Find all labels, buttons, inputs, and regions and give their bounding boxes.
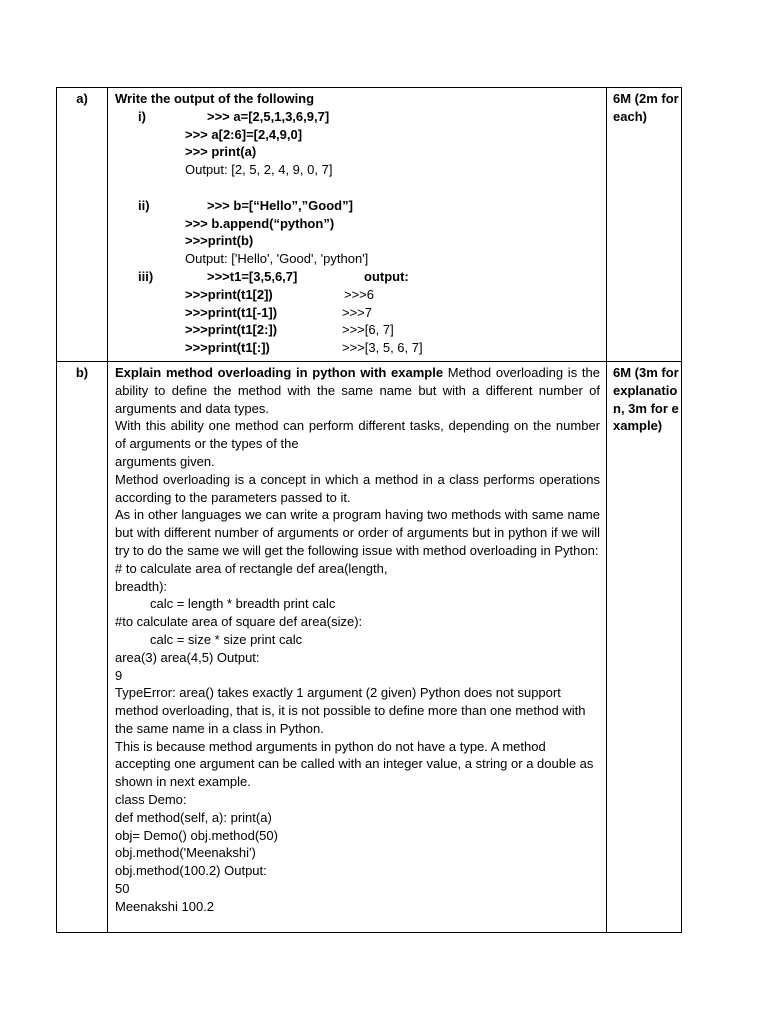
marks-cell <box>607 88 682 362</box>
code-line: area(3) area(4,5) Output: <box>115 649 260 665</box>
question-heading: Explain method overloading in python with example <box>115 364 444 380</box>
output-line: output: <box>364 268 409 284</box>
output-line: >>>6 <box>344 286 375 302</box>
code-line: breadth): <box>115 578 168 594</box>
paragraph-text: Method overloading is the ability to define the method with the same name but with a different number of arguments and data types. <box>115 364 600 416</box>
paragraph: arguments given. <box>115 453 215 469</box>
code-line: # to calculate area of rectangle def area(length, <box>115 560 388 576</box>
code-line: >>>print(t1[:]) <box>185 340 270 356</box>
code-line: >>>print(b) <box>185 233 254 249</box>
question-table <box>56 87 682 933</box>
paragraph: TypeError: area() takes exactly 1 argument (2 given) Python does not support method overloading, that is, it is not possible to define more than one method with the same name in a class in Python. <box>115 685 586 736</box>
paragraph: Method overloading is a concept in which a method in a class performs operations according to the parameters passed to it. <box>115 471 600 505</box>
code-line: #to calculate area of square def area(size): <box>115 614 363 630</box>
question-id: a) <box>76 91 88 106</box>
code-line: >>> print(a) <box>185 144 257 160</box>
code-line: >>> a=[2,5,1,3,6,9,7] <box>207 108 330 124</box>
output-line: Output: [2, 5, 2, 4, 9, 0, 7] <box>185 162 333 178</box>
paragraph: This is because method arguments in python do not have a type. A method accepting one argument can be called with an integer value, a string or a double as shown in next example. <box>115 738 594 790</box>
code-line: >>>print(t1[2:]) <box>185 322 278 338</box>
code-line: class Demo: <box>115 792 187 808</box>
marks-text: 6M (3m for explanation, 3m for example) <box>613 364 679 434</box>
code-line: calc = length * breadth print calc <box>150 596 336 612</box>
output-line: Output: ['Hello', 'Good', 'python'] <box>185 251 369 267</box>
code-line: 50 <box>115 881 130 897</box>
output-line: >>>[3, 5, 6, 7] <box>342 340 423 356</box>
code-line: obj= Demo() obj.method(50) <box>115 827 278 843</box>
part-label: ii) <box>138 197 150 213</box>
code-line: def method(self, a): print(a) <box>115 809 272 825</box>
paragraph: As in other languages we can write a program having two methods with same name but with different number of arguments or order of arguments but in python if we will try to do the same we will get the following issue with method overloading in Python: <box>115 507 600 558</box>
question-row-a <box>57 88 682 362</box>
part-label: i) <box>138 108 146 124</box>
code-line: obj.method(100.2) Output: <box>115 863 267 879</box>
code-line: >>>print(t1[2]) <box>185 286 273 302</box>
code-line: 9 <box>115 667 123 683</box>
paragraph: With this ability one method can perform different tasks, depending on the number of arguments or the types of the <box>115 418 600 452</box>
question-body-cell <box>108 88 607 362</box>
code-line: >>>t1=[3,5,6,7] <box>207 268 298 284</box>
paragraph <box>115 364 600 417</box>
output-line: >>>7 <box>342 304 373 320</box>
question-id: b) <box>75 364 89 380</box>
question-id-cell <box>57 361 108 932</box>
marks-text: 6M (2m for each) <box>613 91 679 124</box>
code-line: >>> b=[“Hello”,”Good”] <box>207 197 353 213</box>
question-row-b <box>57 361 682 932</box>
question-id-cell <box>57 88 108 362</box>
question-body-cell <box>108 361 607 932</box>
part-label: iii) <box>138 268 154 284</box>
question-title: Write the output of the following <box>115 91 315 106</box>
code-line: >>> b.append(“python”) <box>185 215 335 231</box>
code-line: >>> a[2:6]=[2,4,9,0] <box>185 126 303 142</box>
code-line: obj.method('Meenakshi') <box>115 845 256 861</box>
code-line: Meenakshi 100.2 <box>115 898 215 914</box>
code-line: >>>print(t1[-1]) <box>185 304 278 320</box>
code-line: calc = size * size print calc <box>150 631 303 647</box>
marks-cell <box>607 361 682 932</box>
output-line: >>>[6, 7] <box>342 322 394 338</box>
